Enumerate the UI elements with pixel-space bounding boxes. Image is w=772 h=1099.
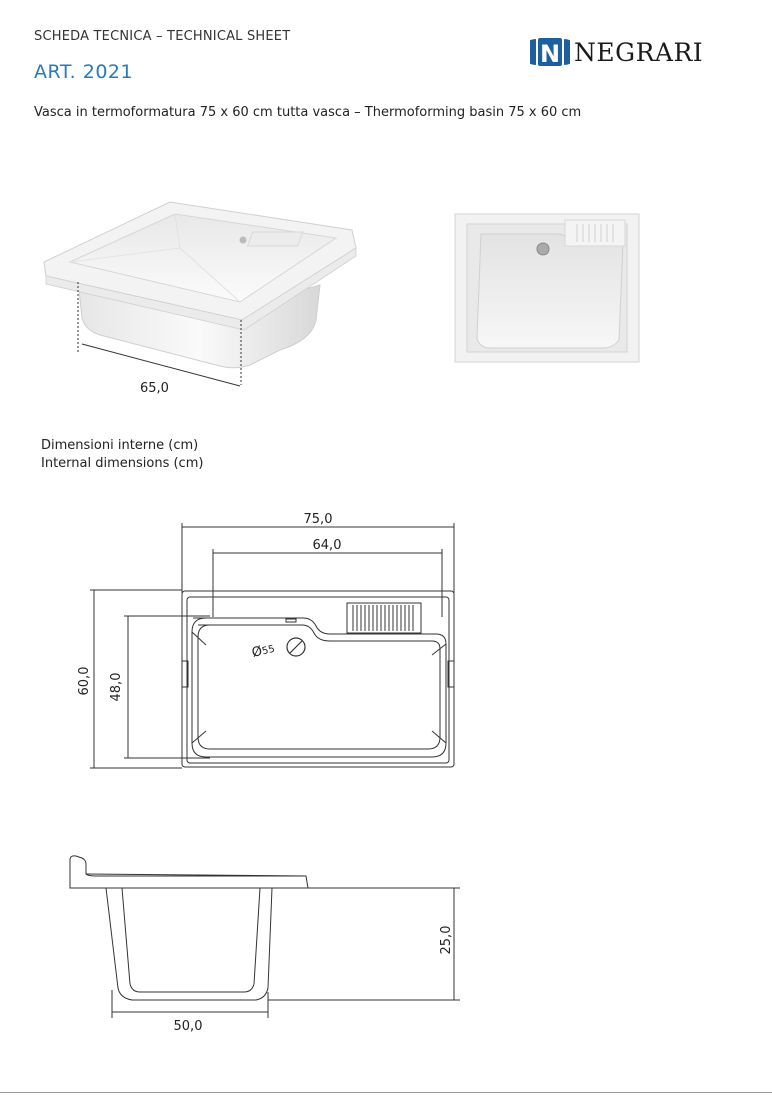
brand-logo bbox=[530, 34, 703, 70]
footer-divider bbox=[0, 1092, 772, 1093]
photo-width-label: 65,0 bbox=[140, 381, 169, 396]
inner-depth-label: 48,0 bbox=[109, 672, 124, 702]
product-description: Vasca in termoformatura 75 x 60 cm tutta vasca – Thermoforming basin 75 x 60 cm bbox=[34, 105, 582, 120]
brand-mark-icon bbox=[530, 35, 570, 69]
plan-view-drawing bbox=[70, 505, 470, 785]
svg-text:Ø55 bbox=[250, 641, 276, 661]
brand-name: NEGRARI bbox=[574, 37, 704, 67]
dimensions-title bbox=[41, 437, 203, 473]
sheet-subtitle: SCHEDA TECNICA – TECHNICAL SHEET bbox=[34, 29, 291, 44]
bottom-width-label: 50,0 bbox=[173, 1019, 203, 1034]
hole-symbol: Ø bbox=[250, 643, 264, 661]
height-label: 25,0 bbox=[439, 925, 454, 955]
brand-mark-letter: N bbox=[539, 40, 561, 68]
hole-diameter-label: 55 bbox=[260, 643, 277, 658]
outer-depth-label: 60,0 bbox=[77, 666, 92, 696]
dimensions-title-it: Dimensioni interne (cm) bbox=[41, 438, 199, 453]
basin-perspective-photo bbox=[30, 190, 380, 400]
basin-top-photo bbox=[453, 212, 641, 364]
outer-width-label: 75,0 bbox=[303, 512, 333, 527]
dimensions-title-en: Internal dimensions (cm) bbox=[41, 456, 204, 471]
section-view-drawing bbox=[60, 850, 480, 1040]
article-title: ART. 2021 bbox=[34, 61, 134, 83]
inner-width-label: 64,0 bbox=[312, 538, 342, 553]
